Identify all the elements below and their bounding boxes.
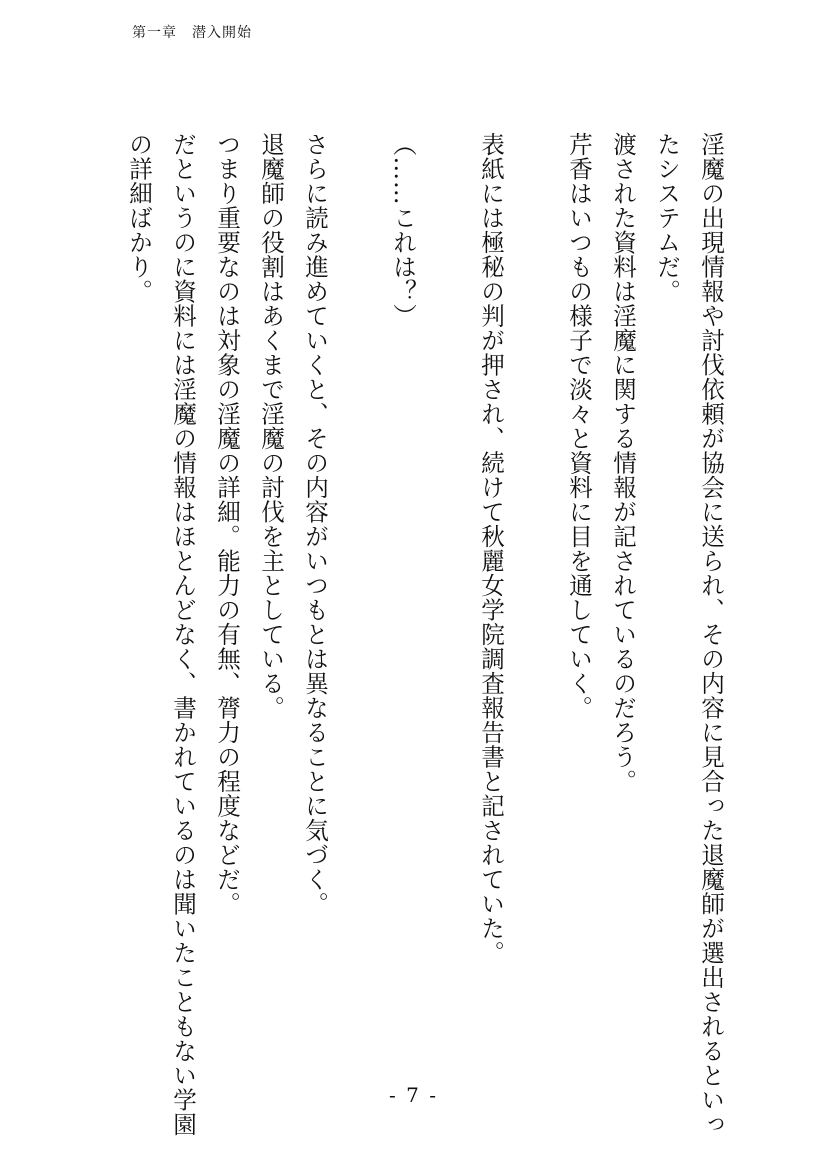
text-line: 表紙には極秘の判が押され、続けて秋麗女学院調査報告書と記されていた。 — [477, 132, 505, 965]
text-line: 渡された資料は淫魔に関する情報が記されているのだろう。 — [609, 132, 637, 794]
text-line: の詳細ばかり。 — [125, 132, 153, 304]
page-number: - 7 - — [389, 1083, 438, 1107]
text-line: 淫魔の出現情報や討伐依頼が協会に送られ、その内容に見合った退魔師が選出されるといっ — [697, 132, 725, 1137]
blank-line — [513, 132, 557, 1072]
text-line: だというのに資料には淫魔の情報はほとんどなく、書かれているのは聞いたこともない学園 — [169, 132, 197, 1137]
text-line: たシステムだ。 — [653, 132, 681, 304]
text-line: （……これは？） — [389, 132, 417, 328]
blank-line — [425, 132, 469, 1072]
running-header: 第一章 潜入開始 — [132, 25, 252, 41]
text-line: つまり重要なのは対象の淫魔の詳細。能力の有無、膂力の程度などだ。 — [213, 132, 241, 916]
vertical-body-text — [117, 132, 733, 1137]
text-line: さらに読み進めていくと、その内容がいつもとは異なることに気づく。 — [301, 132, 329, 916]
text-line: 退魔師の役割はあくまで淫魔の討伐を主としている。 — [257, 132, 285, 720]
blank-line — [337, 132, 381, 1072]
text-line: 芹香はいつもの様子で淡々と資料に目を通していく。 — [565, 132, 593, 720]
